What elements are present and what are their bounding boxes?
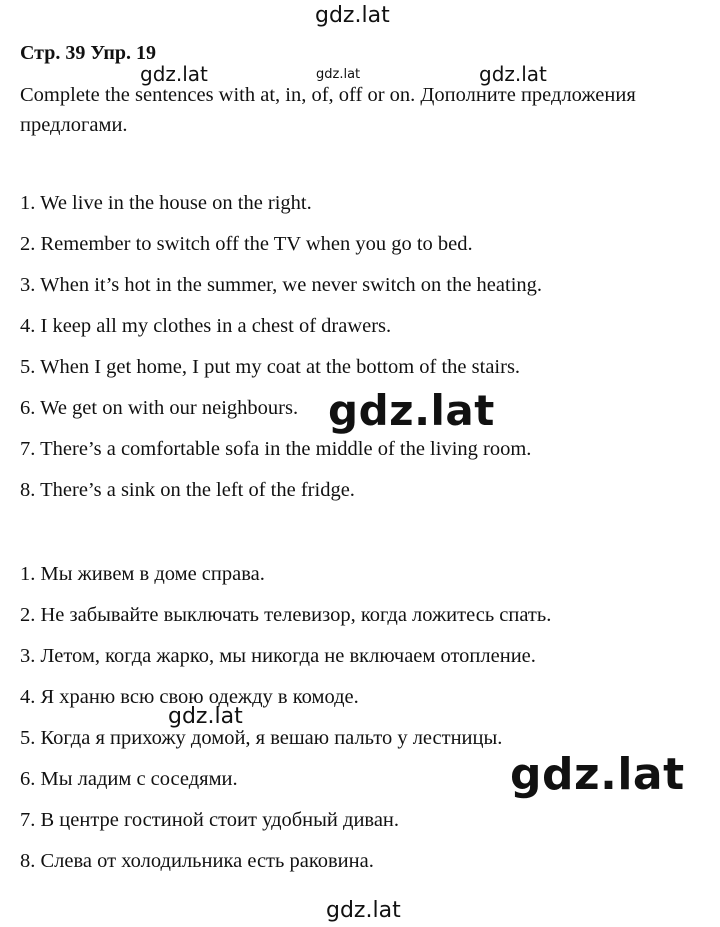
- watermark-small-center: gdz.lat: [316, 67, 361, 82]
- english-sentence-1: 1. We live in the house on the right.: [20, 192, 312, 214]
- exercise-instruction: Complete the sentences with at, in, of, off or on. Дополните предложения предлогами.: [20, 84, 636, 136]
- english-sentence-5: 5. When I get home, I put my coat at the bottom of the stairs.: [20, 356, 521, 378]
- watermark-middle: gdz.lat: [328, 386, 495, 435]
- watermark-lower-left: gdz.lat: [168, 704, 243, 729]
- russian-sentence-1: 1. Мы живем в доме справа.: [20, 563, 265, 585]
- russian-sentence-5: 5. Когда я прихожу домой, я вешаю пальто у лестницы.: [20, 727, 503, 749]
- english-sentence-2: 2. Remember to switch off the TV when you go to bed.: [20, 233, 473, 255]
- english-sentence-list: [20, 191, 542, 519]
- watermark-bottom: gdz.lat: [326, 898, 401, 923]
- watermark-top: gdz.lat: [315, 3, 390, 28]
- russian-sentence-8: 8. Слева от холодильника есть раковина.: [20, 850, 374, 872]
- watermark-small-right: gdz.lat: [479, 62, 547, 86]
- russian-sentence-2: 2. Не забывайте выключать телевизор, когда ложитесь спать.: [20, 604, 552, 626]
- russian-sentence-6: 6. Мы ладим с соседями.: [20, 768, 238, 790]
- russian-sentence-3: 3. Летом, когда жарко, мы никогда не включаем отопление.: [20, 645, 536, 667]
- russian-sentence-4: 4. Я храню всю свою одежду в комоде.: [20, 686, 359, 708]
- russian-sentence-7: 7. В центре гостиной стоит удобный диван.: [20, 809, 400, 831]
- russian-sentence-list: [20, 562, 551, 890]
- english-sentence-6: 6. We get on with our neighbours.: [20, 397, 299, 419]
- english-sentence-7: 7. There’s a comfortable sofa in the middle of the living room.: [20, 438, 532, 460]
- english-sentence-4: 4. I keep all my clothes in a chest of drawers.: [20, 315, 392, 337]
- english-sentence-3: 3. When it’s hot in the summer, we never switch on the heating.: [20, 274, 543, 296]
- page-title: Стр. 39 Упр. 19: [20, 42, 157, 64]
- watermark-large: gdz.lat: [510, 749, 685, 800]
- watermark-small-left: gdz.lat: [140, 62, 208, 86]
- english-sentence-8: 8. There’s a sink on the left of the fridge.: [20, 479, 355, 501]
